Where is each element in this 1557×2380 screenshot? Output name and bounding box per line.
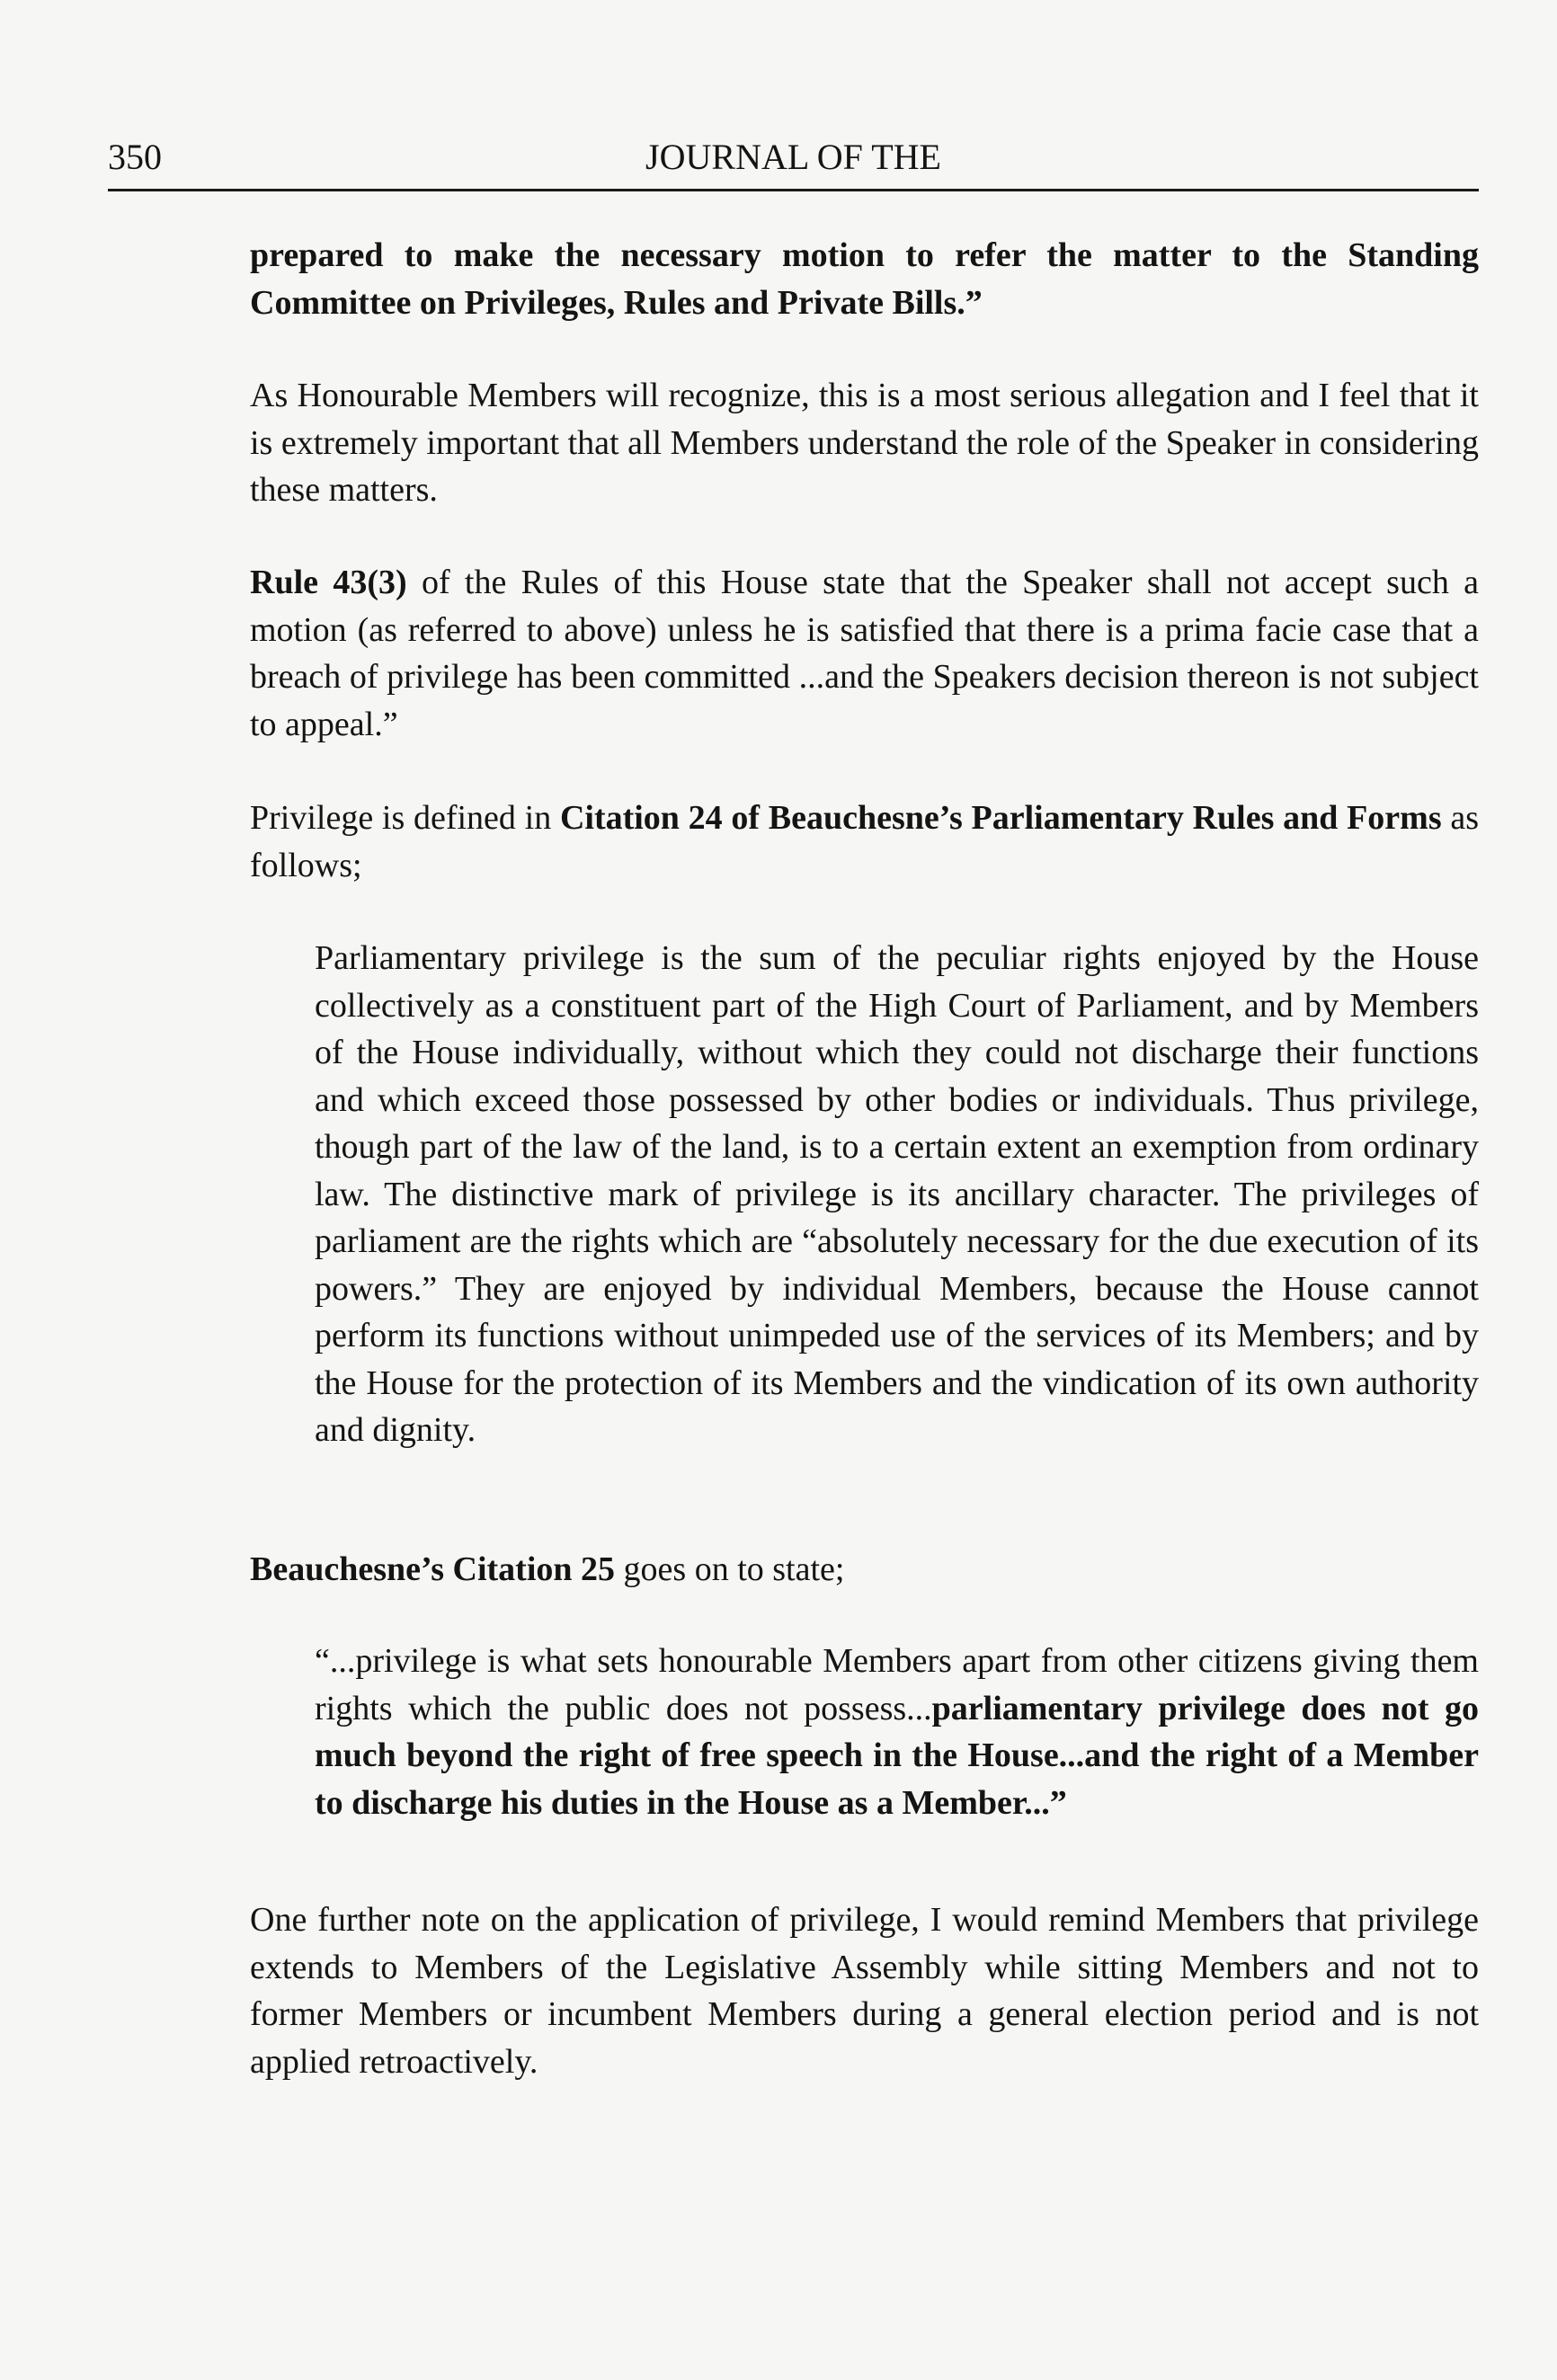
paragraph-application-note: One further note on the application of privilege, I would remind Members that privilege extends to Members of the Legislative Assembly while sitting Members and not to former Members or incumbent Members during a general election period and is not applied retroactively.	[250, 1901, 1479, 2081]
header-rule	[108, 189, 1479, 191]
citation-25-text: goes on to state;	[615, 1550, 845, 1588]
privilege-intro: Privilege is defined in	[250, 799, 560, 837]
privilege-intro-end: as follows;	[250, 799, 1480, 884]
running-title: JOURNAL OF THE	[645, 137, 941, 177]
rule-text: of the Rules of this House state that the Speaker shall not accept such a motion (as referred to above) unless he is satisfied that there is a prima facie case that a breach of privilege has been committed ...and the Speakers decision thereon is not subject to appeal.”	[250, 564, 1480, 743]
quote-citation-25	[315, 1638, 1479, 1826]
page-number: 350	[108, 137, 162, 177]
page-header	[108, 135, 1479, 189]
paragraph-serious-allegation: As Honourable Members will recognize, this is a most serious allegation and I feel that it is extremely important that all Members understand the role of the Speaker in considering these matters.	[250, 377, 1479, 509]
quote-citation-24: Parliamentary privilege is the sum of the peculiar rights enjoyed by the House collectively as a constituent part of the High Court of Parliament, and by Members of the House individually, without which they could not discharge their functions and which exceed those possessed by other bodies or individuals. Thus privilege, though part of the law of the land, is to a certain extent an exemption from ordinary law. The distinctive mark of privilege is its ancillary character. The privileges of parliament are the rights which are “absolutely necessary for the due execution of its powers.” They are enjoyed by individual Members, because the House cannot perform its functions without unimpeded use of the services of its Members; and by the House for the protection of its Members and the vindication of its own authority and dignity.	[315, 939, 1479, 1449]
paragraph-rule-43	[250, 559, 1479, 748]
quote-citation-25-bold: parliamentary privilege does not go much beyond the right of free speech in the House...and the right of a Member to discharge his duties in the House as a Member...”	[315, 1689, 1479, 1822]
paragraph-privilege-definition	[250, 795, 1479, 889]
paragraph-citation-25	[250, 1546, 1479, 1594]
rule-reference: Rule 43(3)	[250, 564, 407, 601]
quote-citation-25-start: “...privilege is what sets honourable Members apart from other citizens giving them rights which the public does not possess...	[315, 1642, 1479, 1727]
citation-25-reference: Beauchesne’s Citation 25	[250, 1550, 616, 1588]
citation-24-reference: Citation 24 of Beauchesne’s Parliamentary Rules and Forms	[559, 799, 1442, 837]
paragraph-motion-continuation: prepared to make the necessary motion to refer the matter to the Standing Committee on Privileges, Rules and Private Bills.”	[250, 236, 1479, 322]
